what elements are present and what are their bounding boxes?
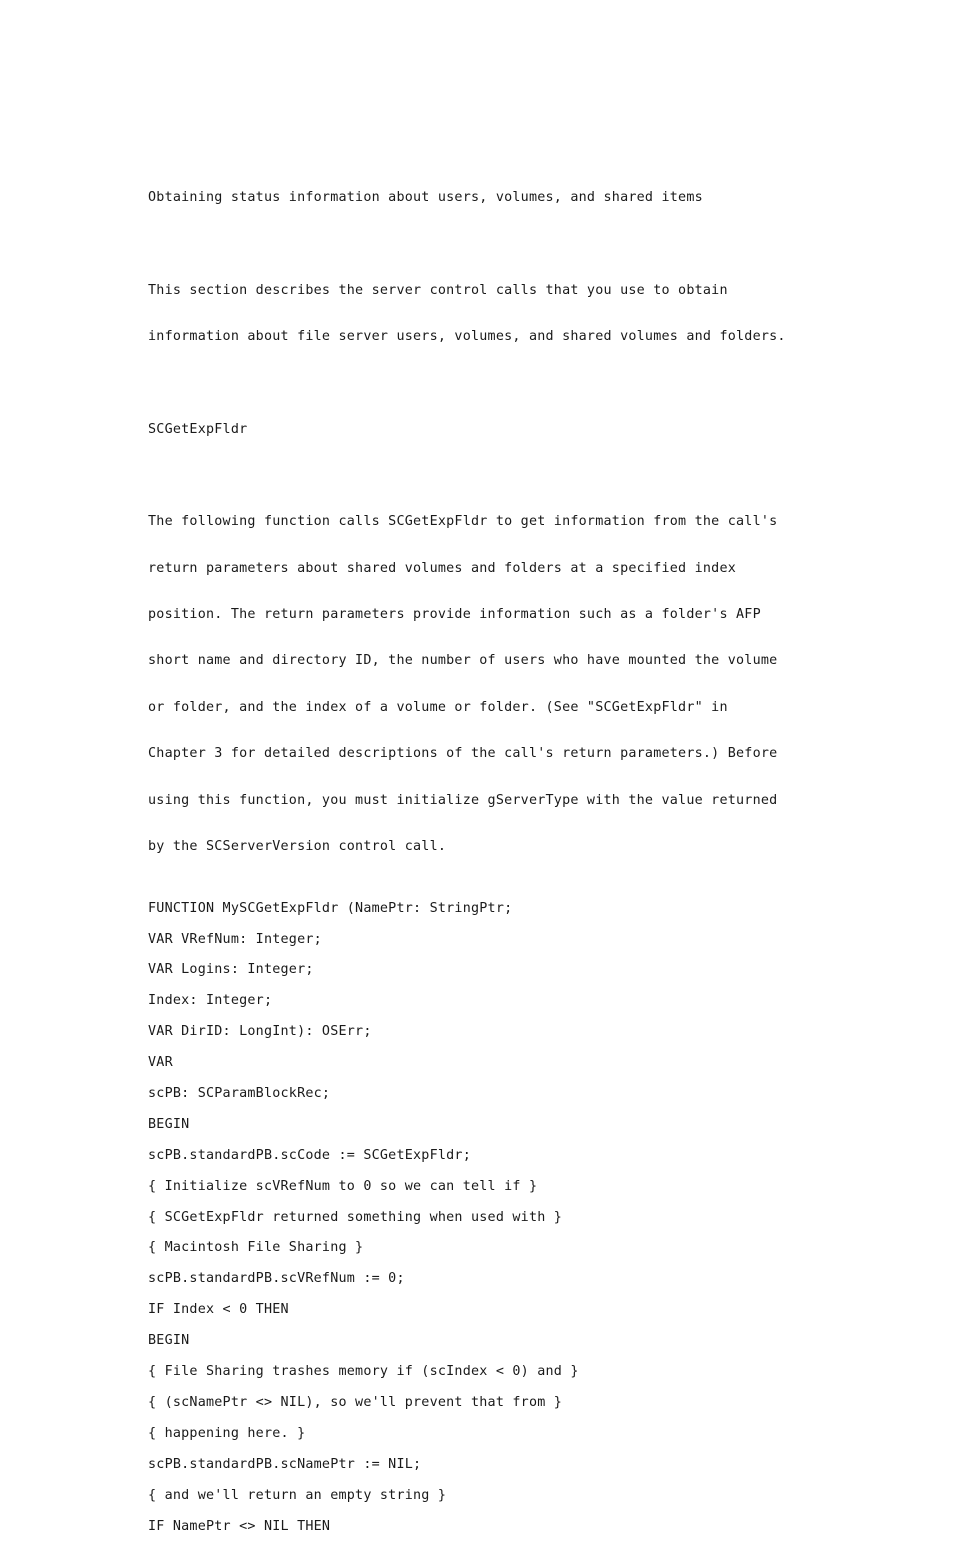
code-line: VAR VRefNum: Integer; [148,931,322,947]
code-line: BEGIN [148,1333,190,1349]
code-listing [148,901,848,1534]
intro-paragraph [148,252,848,376]
code-line: IF Index < 0 THEN [148,1302,289,1318]
description-paragraph [148,483,848,885]
intro-line: information about file server users, volumes, and shared volumes and folders. [148,328,786,344]
code-line: scPB.standardPB.scNamePtr := NIL; [148,1456,422,1472]
code-line: VAR [148,1055,173,1071]
subheading [148,391,848,468]
code-line: { SCGetExpFldr returned something when used with } [148,1209,563,1225]
section-heading-text: Obtaining status information about users, volumes, and shared items [148,189,703,205]
code-line: VAR Logins: Integer; [148,962,314,978]
description-line: short name and directory ID, the number of users who have mounted the volume [148,653,778,669]
document-page [148,159,848,1549]
description-line: by the SCServerVersion control call. [148,838,447,854]
code-line: { Macintosh File Sharing } [148,1240,364,1256]
code-line: { happening here. } [148,1425,306,1441]
description-line: Chapter 3 for detailed descriptions of the call's return parameters.) Before [148,746,778,762]
code-line: scPB.standardPB.scCode := SCGetExpFldr; [148,1147,471,1163]
code-line: { and we'll return an empty string } [148,1487,447,1503]
code-line: FUNCTION MySCGetExpFldr (NamePtr: StringPtr; [148,900,513,916]
description-line: The following function calls SCGetExpFldr to get information from the call's [148,514,778,530]
description-line: or folder, and the index of a volume or folder. (See "SCGetExpFldr" in [148,699,728,715]
subheading-text: SCGetExpFldr [148,421,248,437]
code-line: IF NamePtr <> NIL THEN [148,1518,331,1534]
description-line: using this function, you must initialize gServerType with the value returned [148,792,778,808]
code-line: { File Sharing trashes memory if (scIndex < 0) and } [148,1364,579,1380]
section-heading [148,159,848,236]
code-line: scPB.standardPB.scVRefNum := 0; [148,1271,405,1287]
code-line: BEGIN [148,1116,190,1132]
code-line: VAR DirID: LongInt): OSErr; [148,1024,372,1040]
intro-line: This section describes the server control calls that you use to obtain [148,282,728,298]
code-line: Index: Integer; [148,993,273,1009]
description-line: position. The return parameters provide information such as a folder's AFP [148,607,761,623]
description-line: return parameters about shared volumes and folders at a specified index [148,560,737,576]
code-line: { Initialize scVRefNum to 0 so we can tell if } [148,1178,538,1194]
code-line: scPB: SCParamBlockRec; [148,1086,331,1102]
code-line: { (scNamePtr <> NIL), so we'll prevent that from } [148,1394,563,1410]
